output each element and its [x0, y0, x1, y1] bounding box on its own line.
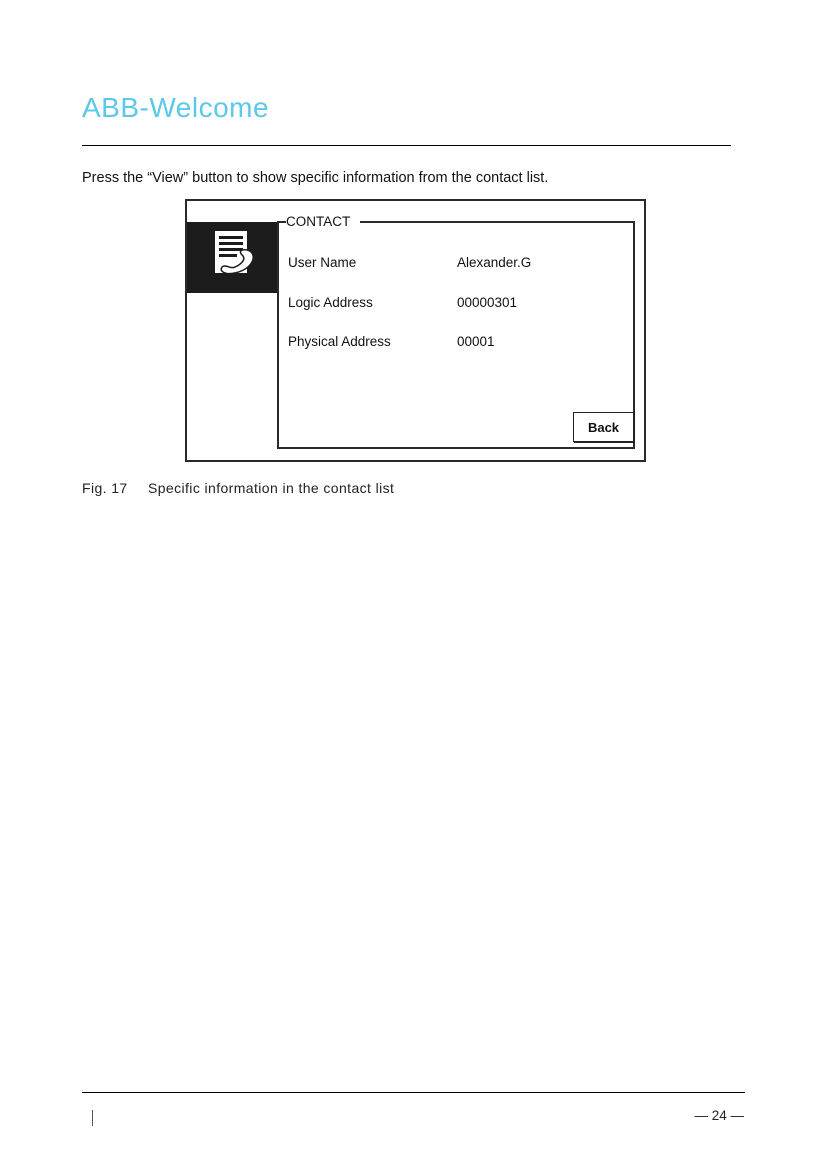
field-value: 00001 [457, 334, 495, 349]
field-label: Logic Address [288, 295, 373, 310]
device-screen [185, 199, 646, 462]
page-number: — 24 — [694, 1108, 744, 1123]
contact-icon-tile[interactable] [187, 222, 277, 293]
contact-panel [277, 214, 635, 449]
figure-number: Fig. 17 [82, 480, 128, 496]
intro-text: Press the “View” button to show specific information from the contact list. [82, 170, 549, 186]
field-label: Physical Address [288, 334, 391, 349]
field-label: User Name [288, 255, 357, 270]
back-button[interactable]: Back [573, 412, 634, 442]
footer-divider [82, 1092, 745, 1093]
title-divider [82, 145, 731, 146]
field-value: 00000301 [457, 295, 518, 310]
panel-title: CONTACT [286, 213, 360, 231]
page-title: ABB-Welcome [82, 92, 270, 123]
figure-caption [82, 480, 394, 496]
field-value: Alexander.G [457, 255, 532, 270]
figure-caption-text: Specific information in the contact list [148, 480, 395, 496]
contact-book-phone-icon [209, 228, 259, 278]
footer-marker [92, 1110, 93, 1126]
